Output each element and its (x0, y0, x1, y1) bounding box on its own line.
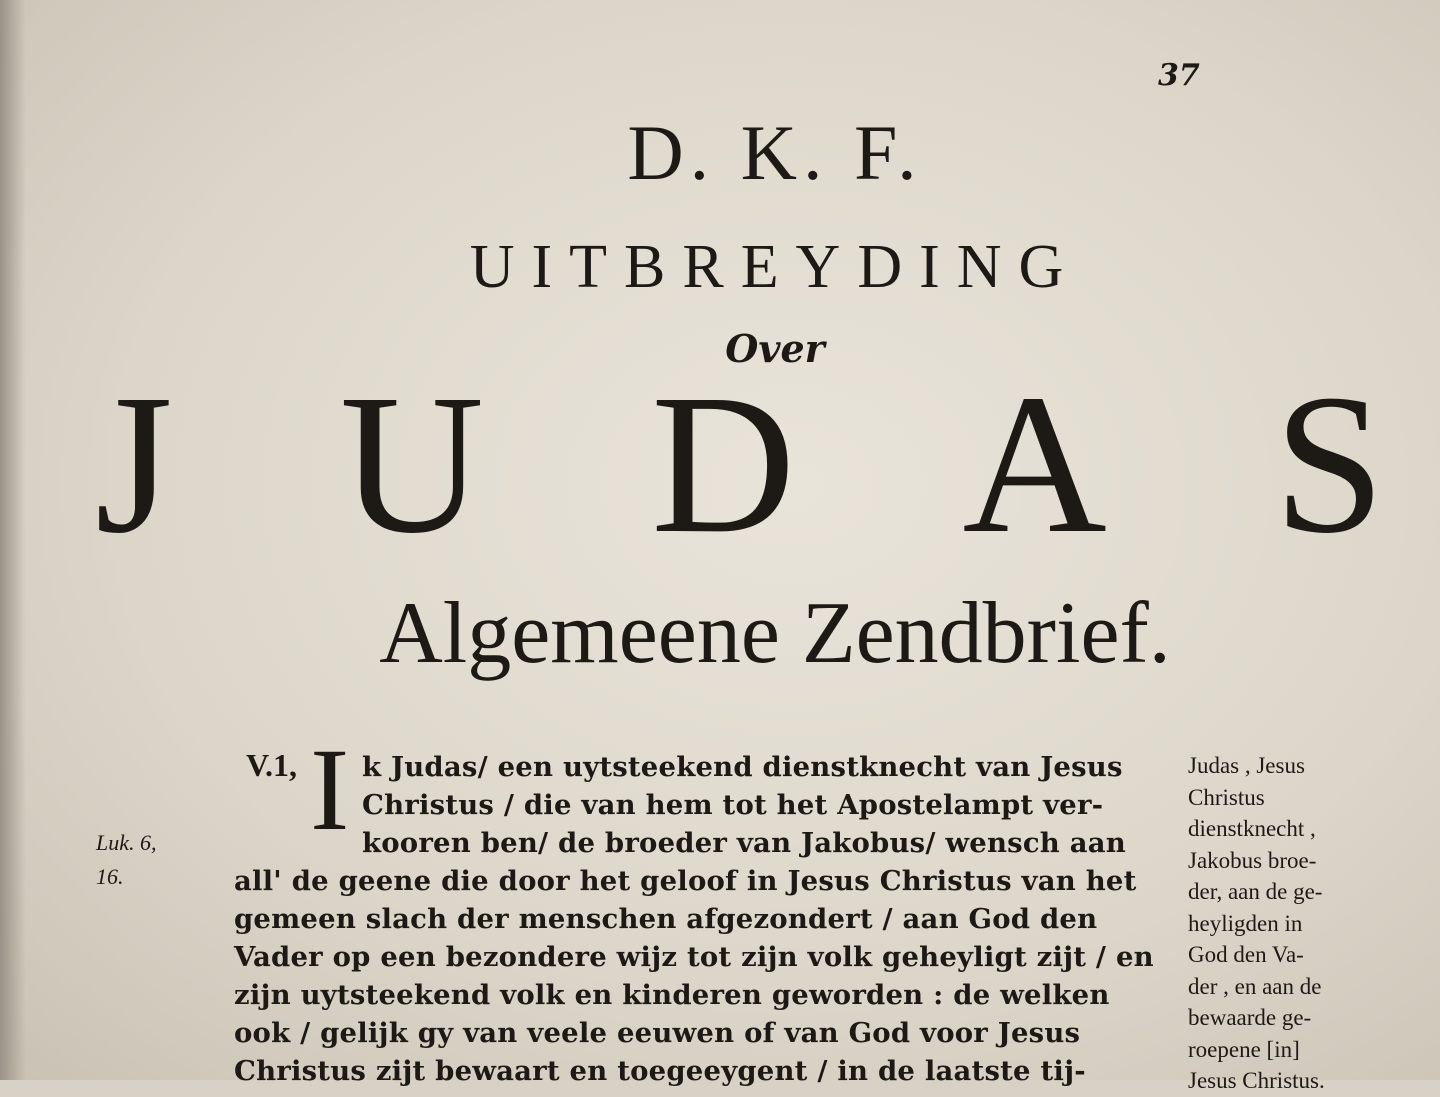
verse-line: kooren ben/ de broeder van Jakobus/ wensch aan (362, 827, 1126, 859)
verse-line: zijn uytsteekend volk en kinderen geworden : de welken (234, 979, 1110, 1011)
title-line-uitbreyding: UITBREYDING (469, 233, 1081, 301)
title-judas (95, 354, 1385, 575)
margin-summary-line: roepene [in] (1188, 1036, 1300, 1062)
margin-reference-line: Luk. 6, (96, 830, 157, 855)
verse-line: all' de geene die door het geloof in Jesus Christus van het (234, 865, 1137, 897)
margin-reference (96, 826, 216, 894)
margin-summary-line: God den Va- (1188, 942, 1304, 967)
title-judas-letter: S (1273, 354, 1385, 575)
verse-line: Christus zijt bewaart en toegeeygent / in de laatste tij- (234, 1055, 1086, 1087)
verse-line: ook / gelijk gy van veele eeuwen of van God voor Jesus (234, 1017, 1081, 1049)
title-line-over: Over (725, 326, 825, 371)
margin-summary-line: bewaarde ge- (1188, 1005, 1312, 1030)
margin-summary-line: der, aan de ge- (1188, 879, 1323, 904)
title-judas-letter: D (651, 354, 796, 575)
margin-summary-line: Jesus Christus. (1188, 1068, 1325, 1093)
margin-summary-line: Jakobus broe- (1188, 847, 1317, 873)
margin-reference-line: 16. (96, 864, 124, 889)
verse-line: Christus / die van hem tot het Apostelampt ver- (362, 789, 1104, 821)
verse-line: k Judas/ een uytsteekend dienstknecht van Jesus (362, 751, 1123, 783)
page-number: 37 (1158, 58, 1200, 93)
margin-summary-line: der , en aan de (1188, 973, 1322, 999)
title-judas-letter: U (339, 354, 485, 575)
margin-summary (1188, 750, 1378, 1097)
verse-line: gemeen slach der menschen afgezondert / aan God den (234, 903, 1098, 935)
margin-summary-line: Judas , Jesus (1188, 753, 1305, 778)
margin-summary-line: Christus (1188, 784, 1265, 810)
title-judas-letter: A (962, 354, 1107, 575)
margin-summary-line: dienstknecht , (1188, 816, 1316, 841)
title-judas-letter: J (95, 354, 173, 575)
verse-line: Vader op een bezondere wijz tot zijn volk geheyligt zijt / en (234, 941, 1154, 973)
verse-label: V.1, (246, 747, 297, 783)
title-line-dkf: D. K. F. (627, 109, 923, 196)
margin-summary-line: heyligden in (1188, 910, 1303, 936)
title-line-algemeene-zendbrief: Algemeene Zendbrief. (379, 585, 1171, 682)
drop-cap: I (310, 724, 350, 855)
